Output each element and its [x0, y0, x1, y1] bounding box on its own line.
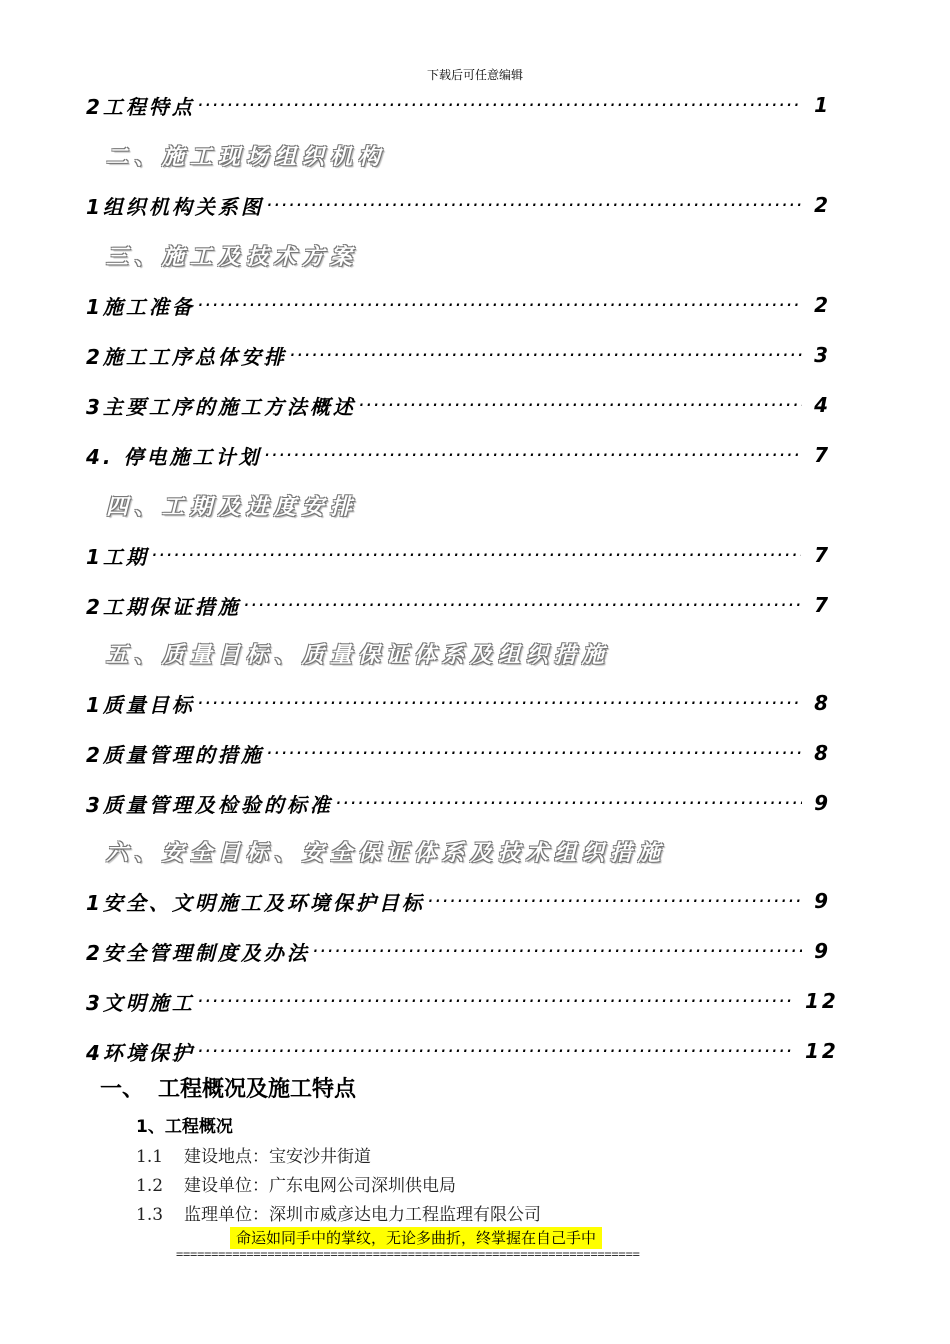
toc-entry-label: 1安全、文明施工及环境保护目标 [86, 890, 425, 915]
toc-entry-label: 2工程特点 [86, 94, 195, 119]
toc-entry[interactable] [86, 688, 831, 718]
toc-entry-label: 1工期 [86, 544, 149, 569]
toc-dot-leader [266, 193, 802, 217]
section-heading-text: 工程概况及施工特点 [158, 1077, 357, 1102]
toc-entry-page-number: 3 [814, 343, 831, 367]
toc-section-heading[interactable]: 四、工期及进度安排 [106, 495, 359, 520]
body-line-number: 1.1 [136, 1147, 164, 1167]
sub-heading: 1、工程概况 [136, 1117, 233, 1137]
toc-entry[interactable] [86, 540, 831, 570]
header-note: 下载后可任意编辑 [426, 68, 523, 82]
toc-entry-label: 1质量目标 [86, 692, 195, 717]
body-line [136, 1142, 371, 1167]
toc-entry-label: 4环境保护 [86, 1040, 195, 1065]
toc-dot-leader [335, 791, 802, 815]
body-line [136, 1171, 456, 1196]
toc-entry-label: 2施工工序总体安排 [86, 344, 287, 369]
toc-entry[interactable] [86, 788, 831, 818]
toc-entry[interactable] [86, 1036, 839, 1066]
toc-entry-label: 2质量管理的措施 [86, 742, 264, 767]
body-line-text: 监理单位：深圳市威彦达电力工程监理有限公司 [184, 1205, 541, 1225]
toc-entry-page-number: 9 [814, 939, 831, 963]
toc-entry-page-number: 7 [814, 543, 831, 567]
toc-entry[interactable] [86, 440, 831, 470]
toc-entry-label: 3质量管理及检验的标准 [86, 792, 333, 817]
footer-banner: 命运如同手中的掌纹，无论多曲折，终掌握在自己手中 [230, 1227, 602, 1249]
toc-entry-label: 1组织机构关系图 [86, 194, 264, 219]
toc-entry-label: 1施工准备 [86, 294, 195, 319]
section-heading [100, 1072, 356, 1103]
toc-section-heading[interactable]: 五、质量目标、质量保证体系及组织措施 [106, 643, 611, 668]
toc-entry-label: 2安全管理制度及办法 [86, 940, 310, 965]
toc-entry-label: 3主要工序的施工方法概述 [86, 394, 356, 419]
toc-section-heading[interactable]: 六、安全目标、安全保证体系及技术组织措施 [106, 841, 667, 866]
body-line [136, 1200, 541, 1225]
toc-entry[interactable] [86, 290, 831, 320]
toc-entry-label: 3文明施工 [86, 990, 195, 1015]
toc-dot-leader [289, 343, 802, 367]
toc-entry-label: 4. 停电施工计划 [86, 444, 262, 469]
toc-section-heading[interactable]: 三、施工及技术方案 [106, 245, 359, 270]
toc-entry[interactable] [86, 390, 831, 420]
body-line-number: 1.3 [136, 1205, 164, 1225]
toc-section-heading[interactable]: 二、施工现场组织机构 [106, 145, 387, 170]
toc-entry[interactable] [86, 738, 831, 768]
toc-entry-page-number: 9 [814, 889, 831, 913]
toc-entry[interactable] [86, 936, 831, 966]
toc-dot-leader [197, 989, 793, 1013]
toc-entry[interactable] [86, 886, 831, 916]
toc-dot-leader [358, 393, 802, 417]
toc-entry-page-number: 2 [814, 293, 831, 317]
toc-entry[interactable] [86, 90, 831, 120]
toc-entry-page-number: 7 [814, 593, 831, 617]
toc-dot-leader [312, 939, 802, 963]
toc-dot-leader [243, 593, 802, 617]
toc-entry-page-number: 2 [814, 193, 831, 217]
body-line-text: 建设单位：广东电网公司深圳供电局 [184, 1176, 456, 1196]
footer-rule: ================================================================== [176, 1247, 640, 1261]
toc-entry[interactable] [86, 590, 831, 620]
toc-dot-leader [197, 691, 802, 715]
toc-entry-page-number: 8 [814, 741, 831, 765]
toc-entry[interactable] [86, 190, 831, 220]
toc-dot-leader [151, 543, 801, 567]
toc-entry-page-number: 12 [805, 989, 839, 1013]
toc-entry-label: 2工期保证措施 [86, 594, 241, 619]
toc-entry-page-number: 8 [814, 691, 831, 715]
toc-entry[interactable] [86, 340, 831, 370]
toc-dot-leader [197, 293, 802, 317]
toc-dot-leader [263, 443, 802, 467]
toc-dot-leader [427, 889, 802, 913]
toc-entry[interactable] [86, 986, 839, 1016]
toc-entry-page-number: 9 [814, 791, 831, 815]
toc-dot-leader [197, 93, 802, 117]
toc-dot-leader [266, 741, 802, 765]
toc-dot-leader [197, 1039, 793, 1063]
body-line-number: 1.2 [136, 1176, 164, 1196]
toc-entry-page-number: 12 [805, 1039, 839, 1063]
toc-entry-page-number: 7 [814, 443, 831, 467]
section-heading-number: 一、 [100, 1077, 145, 1102]
toc-entry-page-number: 4 [814, 393, 831, 417]
body-line-text: 建设地点：宝安沙井街道 [184, 1147, 371, 1167]
toc-entry-page-number: 1 [814, 93, 831, 117]
